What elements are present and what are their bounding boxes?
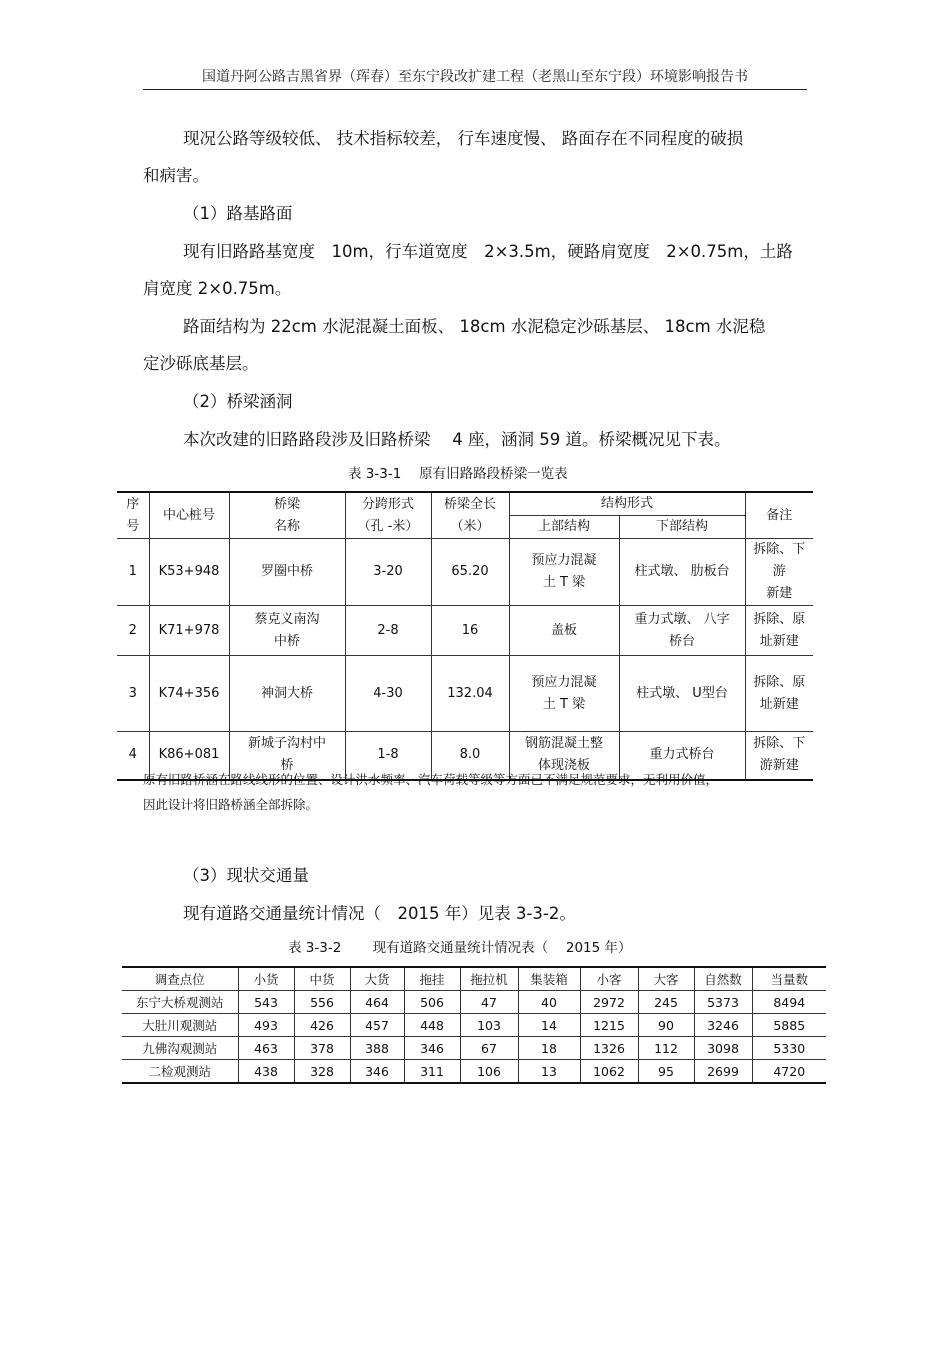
table-note: 因此设计将旧路桥涵全部拆除。 (143, 797, 319, 812)
table-cell: 493 (238, 1014, 294, 1037)
table-caption: 表 3-3-2 现有道路交通量统计情况表（ 2015 年） (288, 940, 632, 956)
table-cell: 重力式桥台 (619, 732, 745, 780)
table-cell: 柱式墩、 肋板台 (619, 539, 745, 606)
table-cell: 3098 (694, 1037, 752, 1060)
table-cell: 90 (638, 1014, 694, 1037)
table-cell: 438 (238, 1060, 294, 1084)
table-cell: 3-20 (345, 539, 431, 606)
page-header: 国道丹阿公路吉黑省界（珲春）至东宁段改扩建工程（老黑山至东宁段）环境影响报告书 (202, 69, 748, 85)
table-cell: 预应力混凝 土 T 梁 (509, 539, 619, 606)
table-cell: 464 (350, 991, 404, 1014)
table-cell: 346 (350, 1060, 404, 1084)
table-cell: 457 (350, 1014, 404, 1037)
table-cell: 拆除、原 址新建 (745, 656, 813, 732)
header-cell: 拖拉机 (460, 967, 518, 991)
table-cell: 556 (294, 991, 350, 1014)
header-cell: 调查点位 (122, 967, 238, 991)
paragraph-line: 路面结构为 22cm 水泥混凝土面板、 18cm 水泥稳定沙砾基层、 18cm 水泥稳 (183, 317, 766, 336)
table-cell: 4 (117, 732, 149, 780)
paragraph-line: 定沙砾底基层。 (143, 354, 259, 373)
paragraph-line: 现况公路等级较低、 技术指标较差， 行车速度慢、 路面存在不同程度的破损 (183, 129, 744, 148)
section-heading: （3）现状交通量 (183, 866, 309, 885)
header-cell: 大货 (350, 967, 404, 991)
table-cell: 426 (294, 1014, 350, 1037)
header-cell: 大客 (638, 967, 694, 991)
table-cell: 18 (518, 1037, 580, 1060)
table-cell: 506 (404, 991, 460, 1014)
table-cell: 拆除、原 址新建 (745, 606, 813, 656)
header-cell: 小货 (238, 967, 294, 991)
table-cell: 神洞大桥 (229, 656, 345, 732)
table-row (117, 606, 813, 656)
table-cell: 4-30 (345, 656, 431, 732)
header-cell: 小客 (580, 967, 638, 991)
table-cell: K74+356 (149, 656, 229, 732)
table-cell: 311 (404, 1060, 460, 1084)
paragraph-line: 本次改建的旧路路段涉及旧路桥梁 4 座，涵洞 59 道。桥梁概况见下表。 (183, 430, 731, 449)
header-cell: 备注 (745, 492, 813, 539)
table-caption: 表 3-3-1 原有旧路路段桥梁一览表 (348, 466, 568, 482)
table-cell: 预应力混凝 土 T 梁 (509, 656, 619, 732)
table-cell: 463 (238, 1037, 294, 1060)
table-cell: 钢筋混凝土整 体现浇板 (509, 732, 619, 780)
bridge-table (117, 491, 813, 781)
header-cell: 自然数 (694, 967, 752, 991)
paragraph-line: 现有道路交通量统计情况（ 2015 年）见表 3-3-2。 (183, 904, 576, 923)
table-cell: 5330 (752, 1037, 826, 1060)
header-cell: 桥梁全长 （米） (431, 492, 509, 539)
header-divider (143, 89, 807, 90)
table-cell: 柱式墩、 U型台 (619, 656, 745, 732)
table-cell: 蔡克义南沟 中桥 (229, 606, 345, 656)
table-cell: 388 (350, 1037, 404, 1060)
table-cell: 8494 (752, 991, 826, 1014)
table-cell: 40 (518, 991, 580, 1014)
traffic-table (122, 966, 826, 1084)
table-cell: 4720 (752, 1060, 826, 1084)
table-cell: 九佛沟观测站 (122, 1037, 238, 1060)
table-cell: 新城子沟村中 桥 (229, 732, 345, 780)
table-cell: 3 (117, 656, 149, 732)
table-cell: 1215 (580, 1014, 638, 1037)
header-cell: 当量数 (752, 967, 826, 991)
table-row (122, 1060, 826, 1084)
table-cell: K86+081 (149, 732, 229, 780)
table-cell: 2972 (580, 991, 638, 1014)
table-cell: 103 (460, 1014, 518, 1037)
table-cell: 东宁大桥观测站 (122, 991, 238, 1014)
table-row (122, 1037, 826, 1060)
table-cell: 16 (431, 606, 509, 656)
table-cell: 1326 (580, 1037, 638, 1060)
table-cell: 2699 (694, 1060, 752, 1084)
table-cell: 盖板 (509, 606, 619, 656)
header-cell: 拖挂 (404, 967, 460, 991)
table-row (117, 539, 813, 606)
table-cell: 1-8 (345, 732, 431, 780)
section-heading: （2）桥梁涵洞 (183, 392, 293, 411)
paragraph-line: 和病害。 (143, 166, 209, 185)
table-header-row (122, 967, 826, 991)
table-cell: 378 (294, 1037, 350, 1060)
table-cell: 47 (460, 991, 518, 1014)
table-cell: 重力式墩、 八字 桥台 (619, 606, 745, 656)
header-cell: 上部结构 (509, 516, 619, 539)
table-cell: 5373 (694, 991, 752, 1014)
paragraph-line: 肩宽度 2×0.75m。 (143, 279, 292, 298)
header-cell: 序 号 (117, 492, 149, 539)
table-cell: 2 (117, 606, 149, 656)
header-cell: 中心桩号 (149, 492, 229, 539)
table-row (122, 991, 826, 1014)
table-cell: K53+948 (149, 539, 229, 606)
table-cell: 328 (294, 1060, 350, 1084)
header-cell: 集装箱 (518, 967, 580, 991)
table-cell: 13 (518, 1060, 580, 1084)
table-cell: 8.0 (431, 732, 509, 780)
header-cell: 结构形式 (509, 492, 745, 516)
header-cell: 桥梁 名称 (229, 492, 345, 539)
header-cell: 分跨形式 （孔 -米） (345, 492, 431, 539)
table-cell: 67 (460, 1037, 518, 1060)
table-note: 原有旧路桥涵在路线线形的位置、设计洪水频率、汽车荷载等级等方面已不满足规范要求，无利用价值， (143, 772, 719, 787)
table-cell: 132.04 (431, 656, 509, 732)
table-cell: 2-8 (345, 606, 431, 656)
table-cell: 3246 (694, 1014, 752, 1037)
table-header-row (117, 492, 813, 516)
table-cell: 大肚川观测站 (122, 1014, 238, 1037)
table-cell: 拆除、下 游新建 (745, 732, 813, 780)
table-cell: 二检观测站 (122, 1060, 238, 1084)
table-cell: 14 (518, 1014, 580, 1037)
header-cell: 下部结构 (619, 516, 745, 539)
table-row (117, 656, 813, 732)
table-cell: 拆除、下游 新建 (745, 539, 813, 606)
table-cell: 346 (404, 1037, 460, 1060)
table-cell: 543 (238, 991, 294, 1014)
table-cell: 95 (638, 1060, 694, 1084)
table-cell: 65.20 (431, 539, 509, 606)
section-heading: （1）路基路面 (183, 204, 293, 223)
table-cell: 罗圈中桥 (229, 539, 345, 606)
table-cell: 1062 (580, 1060, 638, 1084)
table-cell: 245 (638, 991, 694, 1014)
table-cell: 1 (117, 539, 149, 606)
table-cell: 5885 (752, 1014, 826, 1037)
table-cell: K71+978 (149, 606, 229, 656)
table-cell: 112 (638, 1037, 694, 1060)
header-cell: 中货 (294, 967, 350, 991)
paragraph-line: 现有旧路路基宽度 10m，行车道宽度 2×3.5m，硬路肩宽度 2×0.75m，土路 (183, 242, 793, 261)
table-cell: 106 (460, 1060, 518, 1084)
table-cell: 448 (404, 1014, 460, 1037)
table-row (122, 1014, 826, 1037)
